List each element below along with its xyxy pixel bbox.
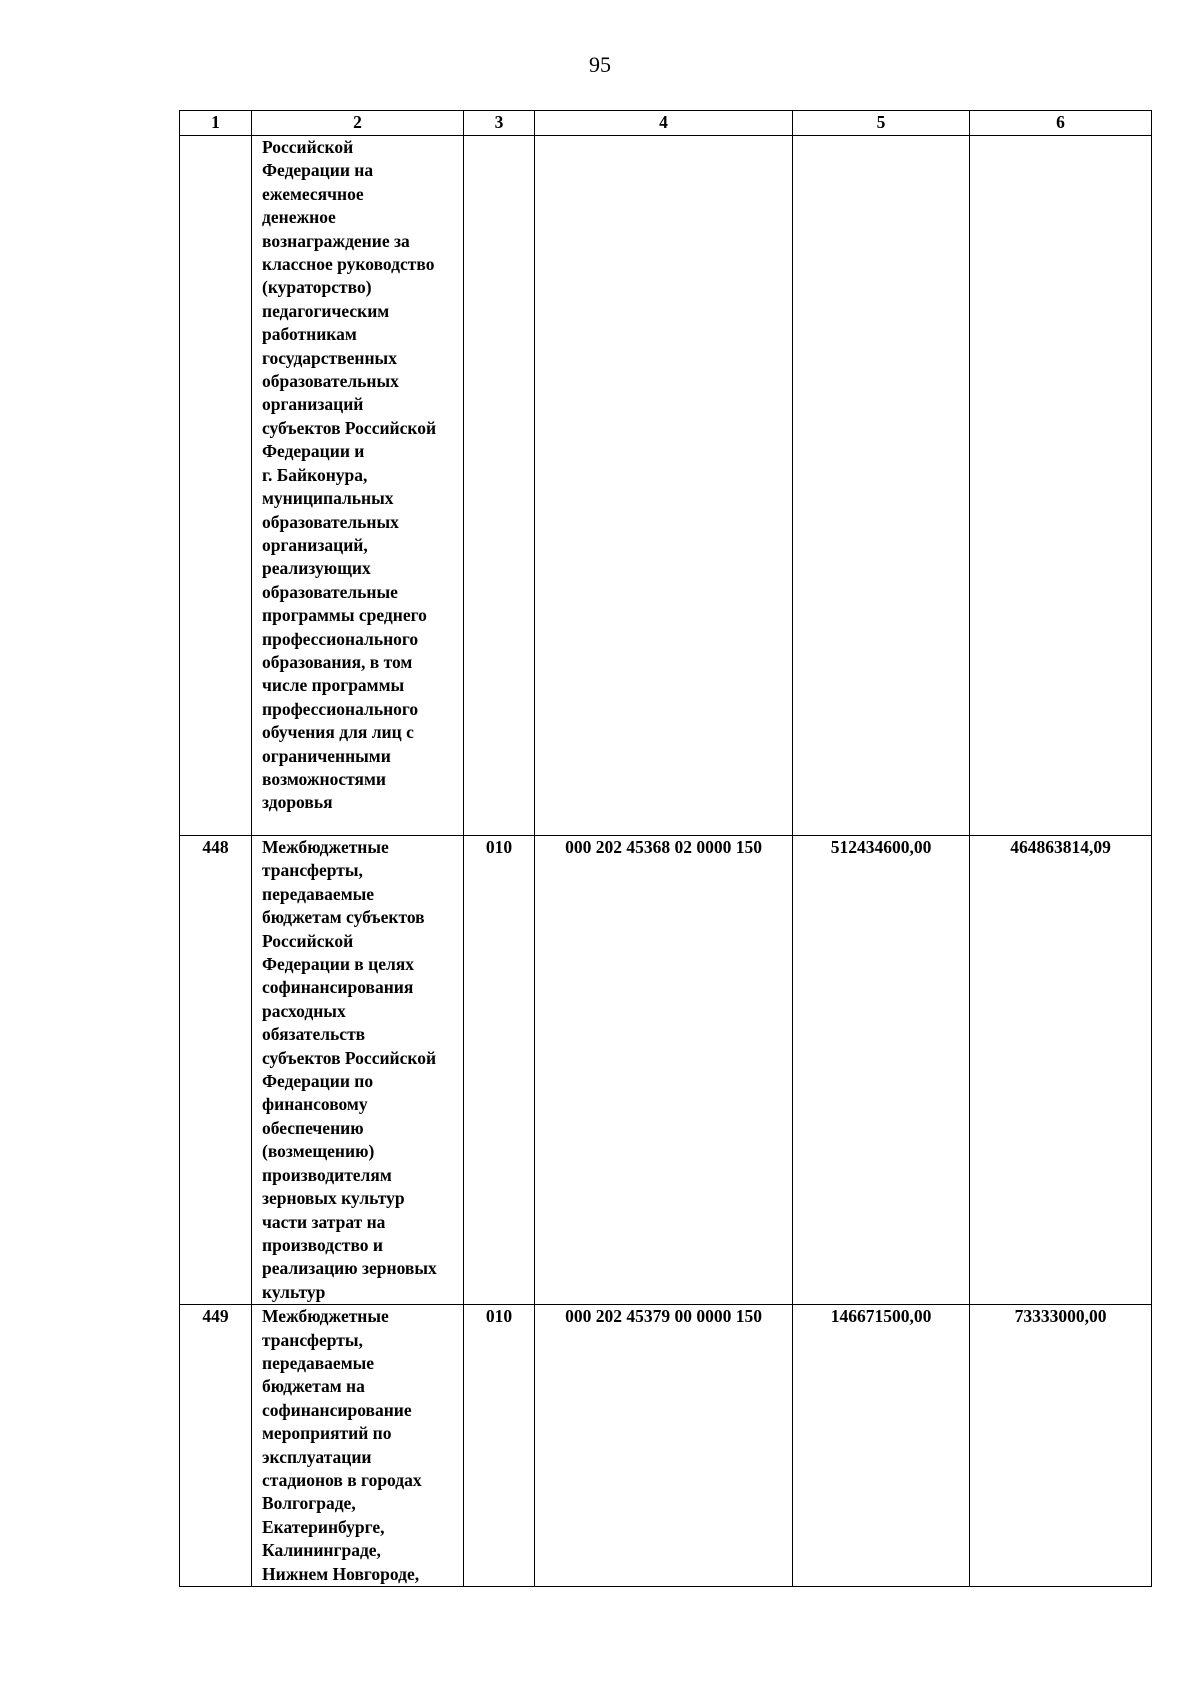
row-name-text: Российской Федерации на ежемесячное денежное вознаграждение за классное руководство (кураторство) педагогическим работникам государственных образовательных организаций субъектов Российской Федерации и г. Байконура, муниципальных образовательных организаций, реализующих образовательные программы среднего профессионального образования, в том числе программы профессионального обучения для лиц с ограниченными возможностями здоровья xyxy=(262,137,437,813)
kbk-code-cell xyxy=(535,136,793,836)
row-number-cell: 448 xyxy=(180,836,252,1305)
row-name-cell xyxy=(252,836,464,1305)
plan-amount-cell: 146671500,00 xyxy=(793,1305,970,1587)
column-header-5: 5 xyxy=(793,111,970,136)
header-row xyxy=(180,111,1152,136)
fact-amount-cell: 464863814,09 xyxy=(970,836,1152,1305)
page-number: 95 xyxy=(589,52,611,77)
fact-amount-cell xyxy=(970,136,1152,836)
column-header-4: 4 xyxy=(535,111,793,136)
admin-code-cell xyxy=(464,136,535,836)
admin-code-cell: 010 xyxy=(464,836,535,1305)
table-row xyxy=(180,136,1152,836)
admin-code-cell: 010 xyxy=(464,1305,535,1587)
budget-table xyxy=(179,110,1152,1587)
row-name-cell xyxy=(252,1305,464,1587)
column-header-6: 6 xyxy=(970,111,1152,136)
kbk-code-cell: 000 202 45379 00 0000 150 xyxy=(535,1305,793,1587)
kbk-code-cell: 000 202 45368 02 0000 150 xyxy=(535,836,793,1305)
row-number-cell xyxy=(180,136,252,836)
column-header-1: 1 xyxy=(180,111,252,136)
row-name-text: Межбюджетные трансферты, передаваемые бюджетам на софинансирование мероприятий по эксплуатации стадионов в городах Волгограде, Екатеринбурге, Калининграде, Нижнем Новгороде, xyxy=(262,1306,422,1584)
fact-amount-cell: 73333000,00 xyxy=(970,1305,1152,1587)
table-row xyxy=(180,836,1152,1305)
row-name-text: Межбюджетные трансферты, передаваемые бюджетам субъектов Российской Федерации в целях софинансирования расходных обязательств субъектов Российской Федерации по финансовому обеспечению (возмещению) производителям зерновых культур части затрат на производство и реализацию зерновых культур xyxy=(262,837,437,1302)
plan-amount-cell xyxy=(793,136,970,836)
plan-amount-cell: 512434600,00 xyxy=(793,836,970,1305)
column-header-2: 2 xyxy=(252,111,464,136)
column-header-3: 3 xyxy=(464,111,535,136)
row-name-cell xyxy=(252,136,464,836)
table-row xyxy=(180,1305,1152,1587)
row-number-cell: 449 xyxy=(180,1305,252,1587)
